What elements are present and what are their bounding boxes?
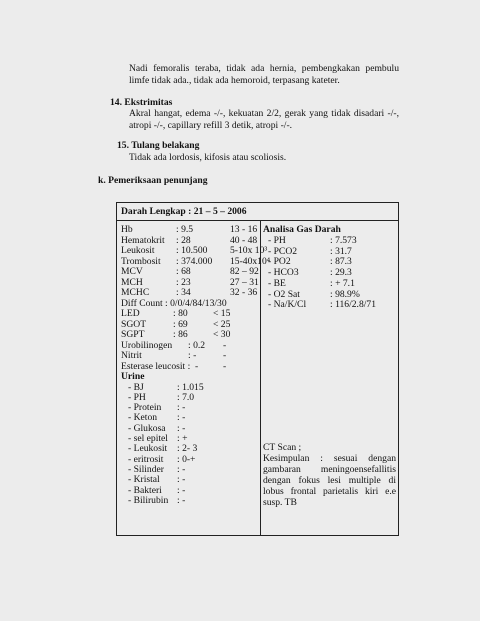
diff-count: Diff Count : 0/0/4/84/13/30 — [121, 297, 227, 309]
blood-range: < 15 — [213, 308, 231, 319]
esterase-value: - — [195, 360, 199, 372]
urine-name: - eritrosit — [128, 453, 164, 465]
blood-value: : 374.000 — [176, 255, 213, 267]
urine-value: : 2- 3 — [177, 443, 198, 455]
header-divider — [117, 220, 398, 221]
urine-name: - Protein — [128, 402, 162, 414]
urine-name: - sel epitel — [128, 433, 168, 444]
urine-name: - Bilirubin — [128, 494, 169, 506]
blood-range: < 30 — [213, 329, 231, 340]
agd-name: - PO2 — [268, 256, 291, 268]
urine-value: : - — [177, 494, 186, 506]
agd-value: : 98.9% — [330, 288, 360, 300]
section-14-text: Akral hangat, edema -/-, kekuatan 2/2, gerak yang tidak disadari -/-, atropi -/-, capillary refill 3 detik, atropi -/-. — [129, 108, 399, 131]
urine-value: : 0-+ — [177, 453, 196, 465]
section-15-title: 15. Tulang belakang — [117, 140, 200, 151]
agd-name: - PCO2 — [268, 245, 298, 257]
urine-name: - Kristal — [128, 474, 160, 486]
section-k-title: k. Pemeriksaan penunjang — [98, 175, 208, 186]
urine-name: - Silinder — [128, 463, 164, 475]
agd-value: : + 7.1 — [330, 277, 355, 289]
esterase-name: Esterase leucosit : — [121, 360, 191, 372]
blood-name: Hb — [121, 224, 133, 235]
agd-name: - Na/K/Cl — [268, 299, 307, 311]
blood-range: 13 - 16 — [230, 224, 258, 235]
blood-value: : 69 — [173, 318, 188, 330]
esterase-range: - — [223, 360, 227, 372]
agd-value: : 31.7 — [330, 245, 352, 257]
urine-value: : - — [177, 402, 186, 414]
blood-range: 15-40x10⁴ — [230, 255, 271, 267]
urine-title: Urine — [121, 371, 145, 382]
blood-name: Leukosit — [121, 245, 155, 256]
agd-name: - BE — [268, 277, 286, 289]
blood-range: 32 - 36 — [230, 287, 258, 298]
agd-name: - PH — [268, 235, 286, 246]
urine-value: : 7.0 — [177, 391, 195, 403]
blood-name: SGPT — [121, 329, 145, 340]
blood-name: LED — [121, 308, 140, 319]
urine-name: - BJ — [128, 381, 144, 393]
blood-name: Hematokrit — [121, 234, 165, 246]
agd-value: : 29.3 — [330, 267, 352, 279]
blood-range: 82 – 92 — [230, 266, 259, 277]
urobilinogen-value: : 0.2 — [188, 339, 206, 351]
ct-scan-conclusion: Kesimpulan : sesuai dengan gambaran meningoensefallitis dengan fokus lesi multiple di lobus frontal parietalis kiri e.e susp. TB — [263, 453, 396, 508]
nitrit-name: Nitrit — [121, 350, 142, 361]
urine-name: - PH — [128, 391, 146, 403]
nitrit-range: - — [223, 350, 227, 361]
blood-name: SGOT — [121, 318, 147, 330]
urine-value: : - — [177, 463, 186, 475]
section-15-text: Tidak ada lordosis, kifosis atau scoliosis. — [129, 152, 287, 163]
blood-range: < 25 — [213, 318, 231, 330]
urobilinogen-range: - — [223, 339, 227, 351]
urine-name: - Leukosit — [128, 443, 168, 455]
lab-header: Darah Lengkap : 21 – 5 – 2006 — [121, 206, 247, 217]
blood-name: MCH — [121, 276, 143, 288]
urine-value: : 1.015 — [177, 381, 204, 393]
blood-name: MCHC — [121, 287, 150, 298]
urine-name: - Keton — [128, 412, 158, 424]
urine-value: : - — [177, 422, 186, 434]
urine-value: : - — [177, 474, 186, 486]
blood-name: Trombosit — [121, 255, 161, 267]
lab-results-box — [116, 202, 399, 536]
section-14-title: 14. Ekstrimitas — [110, 97, 173, 108]
agd-value: : 116/2.8/71 — [330, 299, 377, 311]
blood-range: 5-10x 10³ — [230, 245, 268, 256]
blood-range: 27 – 31 — [230, 276, 259, 288]
column-divider — [260, 220, 261, 535]
urine-name: - Bakteri — [128, 484, 162, 496]
agd-name: - HCO3 — [268, 267, 299, 279]
blood-value: : 34 — [176, 287, 191, 298]
blood-value: : 68 — [176, 266, 191, 277]
blood-value: : 86 — [173, 329, 188, 340]
urine-value: : - — [177, 484, 186, 496]
urine-value: : - — [177, 412, 186, 424]
blood-value: : 80 — [173, 308, 188, 319]
blood-value: : 28 — [176, 234, 191, 246]
agd-value: : 87.3 — [330, 256, 352, 268]
blood-value: : 10.500 — [176, 245, 208, 256]
blood-value: : 23 — [176, 276, 191, 288]
blood-range: 40 - 48 — [230, 234, 258, 246]
agd-value: : 7.573 — [330, 235, 357, 246]
urobilinogen-name: Urobilinogen — [121, 339, 173, 351]
urine-name: - Glukosa — [128, 422, 166, 434]
blood-name: MCV — [121, 266, 143, 277]
intro-paragraph: Nadi femoralis teraba, tidak ada hernia, pembengkakan pembulu limfe tidak ada., tidak ada hemoroid, terpasang kateter. — [129, 63, 399, 86]
blood-value: : 9.5 — [176, 224, 194, 235]
ct-scan-title: CT Scan ; — [263, 442, 302, 453]
urine-value: : + — [177, 433, 188, 444]
agd-title: Analisa Gas Darah — [263, 224, 341, 235]
agd-name: - O2 Sat — [268, 288, 300, 300]
nitrit-value: : - — [188, 350, 197, 361]
